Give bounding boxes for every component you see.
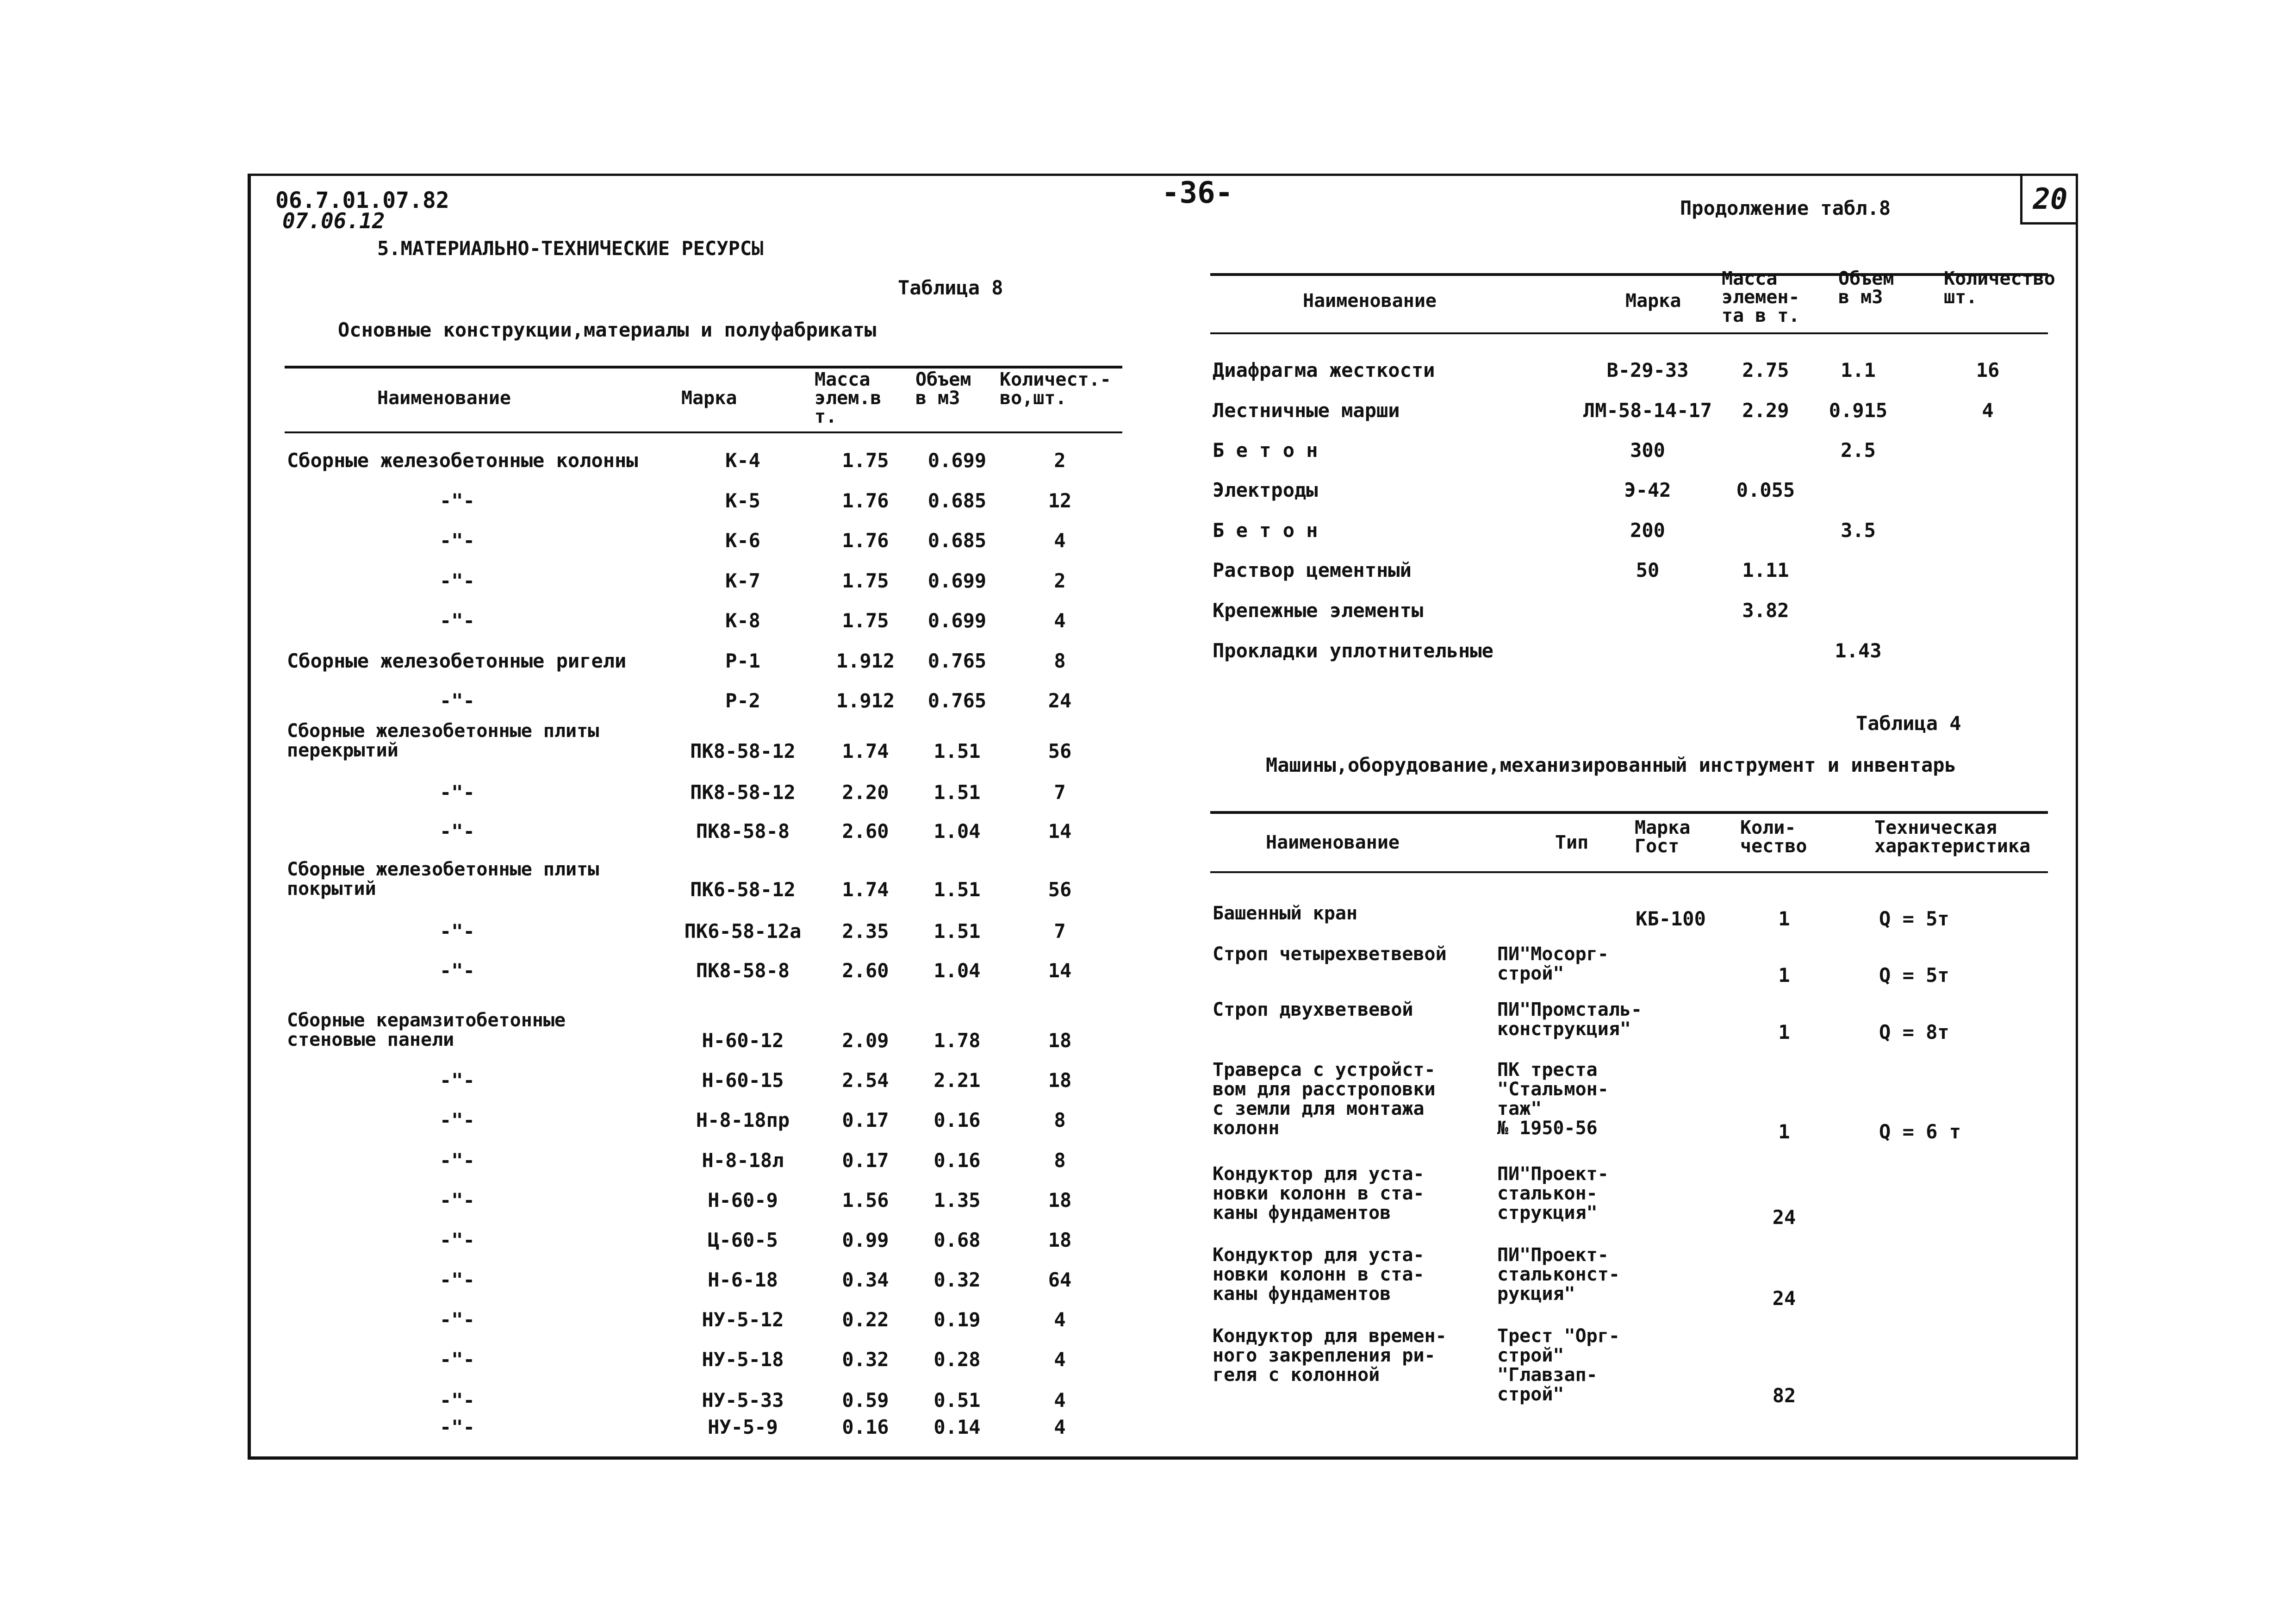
table8-row-volume: 0.685 (927, 529, 987, 552)
table8-row-volume: 1.78 (933, 1029, 981, 1052)
table8-row-qty: 2 (1054, 569, 1066, 592)
table8c-row-name: Раствор цементный (1213, 559, 1412, 581)
table8c-row-volume: 2.5 (1841, 439, 1876, 462)
table8-row-qty: 18 (1048, 1029, 1072, 1052)
table8c-row-qty: 16 (1976, 359, 2000, 381)
table4-header-qty: Коли- чество (1740, 817, 1807, 857)
table8-row-mark: К-6 (725, 529, 760, 552)
table4-row-name: Строп четырехветвевой (1213, 943, 1447, 965)
table8c-row-name: Прокладки уплотнительные (1213, 639, 1493, 662)
table8-row-mass: 1.74 (842, 740, 889, 762)
table8c-row-volume: 1.43 (1835, 639, 1882, 662)
table8c-row-volume: 3.5 (1841, 519, 1876, 542)
table8-row-name: Сборные железобетонные ригели (287, 650, 627, 672)
table4-row-name: Траверса с устройст- вом для расстроповки с земли для монтажа колонн (1213, 1059, 1436, 1139)
table8-row-volume: 0.16 (933, 1149, 981, 1172)
table8-row-mass: 2.60 (842, 959, 889, 982)
table8c-row-mark: В-29-33 (1606, 359, 1689, 381)
table8-row-name: -"- (440, 689, 475, 712)
table8-row-qty: 18 (1048, 1189, 1072, 1212)
table4-row-qty: 24 (1772, 1206, 1796, 1229)
table8c-row-name: Лестничные марши (1213, 399, 1400, 422)
table8-row-mass: 1.76 (842, 489, 889, 512)
table8-row-mass: 2.60 (842, 820, 889, 843)
table8-row-mass: 0.34 (842, 1268, 889, 1291)
table8-top-rule (285, 366, 1122, 369)
table4-row-type: Трест "Орг- строй" "Главзап- строй" (1497, 1325, 1620, 1405)
table8-row-name: Сборные керамзитобетонные стеновые панели (287, 1010, 566, 1050)
table8-header-volume: Объем в м3 (915, 369, 971, 409)
table8-row-volume: 0.765 (927, 650, 987, 672)
table8-row-volume: 1.51 (933, 781, 981, 804)
table8-row-name: -"- (440, 489, 475, 512)
table8-row-mass: 0.17 (842, 1149, 889, 1172)
table4-header-mark: Марка Гост (1635, 817, 1691, 857)
table8c-row-mark: ЛМ-58-14-17 (1583, 399, 1712, 422)
table4-row-qty: 1 (1778, 907, 1790, 930)
table8-row-name: -"- (440, 1109, 475, 1131)
table8-row-name: Сборные железобетонные колонны (287, 449, 638, 472)
table4-row-type: ПИ"Мосорг- строй" (1497, 943, 1609, 984)
table8-row-mark: НУ-5-12 (702, 1308, 784, 1331)
table8-row-qty: 8 (1054, 1149, 1066, 1172)
table8-header-mark: Марка (681, 387, 737, 409)
sheet-number: 20 (2020, 176, 2078, 225)
table8-row-name: -"- (440, 1069, 475, 1092)
table8c-row-name: Б е т о н (1213, 519, 1318, 542)
table4-row-qty: 24 (1772, 1287, 1796, 1310)
table8c-row-name: Б е т о н (1213, 439, 1318, 462)
table4-row-name: Строп двухветвевой (1213, 999, 1413, 1020)
table8-row-volume: 1.04 (933, 820, 981, 843)
table8-row-mark: ПК6-58-12 (690, 878, 796, 901)
table8-row-mark: Н-60-12 (702, 1029, 784, 1052)
table8c-header-qty: Количество шт. (1944, 268, 2055, 308)
document-code: 06.7.01.07.82 (275, 187, 449, 213)
table8-row-name: Сборные железобетонные плиты покрытий (287, 859, 599, 899)
table8-header-name: Наименование (377, 387, 511, 409)
table4-row-mark: КБ-100 (1636, 907, 1706, 930)
table8-row-qty: 4 (1054, 609, 1066, 632)
table8-row-mass: 0.16 (842, 1416, 889, 1438)
table8-row-mark: ПК8-58-8 (696, 959, 790, 982)
table8-row-name: -"- (440, 1149, 475, 1172)
table8-row-mark: Н-60-15 (702, 1069, 784, 1092)
table8-row-volume: 0.685 (927, 489, 987, 512)
table4-row-name: Кондуктор для уста- новки колонн в ста- каны фундаментов (1213, 1163, 1425, 1224)
table8c-row-mark: 300 (1630, 439, 1665, 462)
table4-row-type: ПИ"Проект- стальконст- рукция" (1497, 1244, 1620, 1305)
table8-row-mark: ПК6-58-12а (684, 920, 802, 943)
table8-row-mass: 0.59 (842, 1389, 889, 1412)
table8-row-qty: 4 (1054, 1308, 1066, 1331)
table8-row-volume: 1.51 (933, 740, 981, 762)
table8-row-name: -"- (440, 781, 475, 804)
table4-header-type: Тип (1555, 832, 1589, 853)
table8-row-name: -"- (440, 1416, 475, 1438)
table8-row-volume: 0.28 (933, 1348, 981, 1371)
table8-row-volume: 0.765 (927, 689, 987, 712)
table8-row-qty: 56 (1048, 740, 1072, 762)
table8-row-volume: 1.04 (933, 959, 981, 982)
table8-row-volume: 2.21 (933, 1069, 981, 1092)
table8-row-qty: 8 (1054, 1109, 1066, 1131)
table8-row-volume: 1.51 (933, 920, 981, 943)
table8-row-mass: 1.912 (836, 689, 895, 712)
table8-row-mark: НУ-5-18 (702, 1348, 784, 1371)
table4-row-spec: Q = 6 т (1879, 1120, 1961, 1143)
table8-row-mark: Н-8-18л (702, 1149, 784, 1172)
table8-subtitle: Основные конструкции,материалы и полуфабрикаты (338, 319, 877, 341)
table8-row-volume: 1.35 (933, 1189, 981, 1212)
table8-row-volume: 0.16 (933, 1109, 981, 1131)
table8c-top-rule (1210, 273, 2048, 276)
table4-row-name: Башенный кран (1213, 903, 1358, 924)
table8c-row-volume: 0.915 (1829, 399, 1888, 422)
table8-row-mass: 1.75 (842, 449, 889, 472)
table8-row-volume: 0.51 (933, 1389, 981, 1412)
table8c-row-mass: 1.11 (1742, 559, 1789, 581)
table8-row-mass: 0.32 (842, 1348, 889, 1371)
table8-row-mass: 2.09 (842, 1029, 889, 1052)
table8-row-mass: 2.54 (842, 1069, 889, 1092)
table8-row-qty: 14 (1048, 820, 1072, 843)
table8-row-volume: 0.699 (927, 569, 987, 592)
table8-row-mass: 1.75 (842, 609, 889, 632)
table8-row-name: -"- (440, 820, 475, 843)
table4-row-name: Кондуктор для времен- ного закрепления ри- геля с колонной (1213, 1325, 1447, 1386)
table8c-row-mass: 0.055 (1736, 479, 1795, 501)
table8c-row-name: Электроды (1213, 479, 1318, 501)
table8c-row-volume: 1.1 (1841, 359, 1876, 381)
table4-row-spec: Q = 8т (1879, 1021, 1949, 1043)
table8-row-mark: Р-1 (725, 650, 760, 672)
table8-row-qty: 8 (1054, 650, 1066, 672)
table8-row-qty: 56 (1048, 878, 1072, 901)
table8-row-mark: ПК8-58-8 (696, 820, 790, 843)
table8-row-name: -"- (440, 1308, 475, 1331)
table8-row-mass: 2.20 (842, 781, 889, 804)
table8-row-volume: 0.699 (927, 449, 987, 472)
table8-row-mark: Р-2 (725, 689, 760, 712)
table4-row-name: Кондуктор для уста- новки колонн в ста- каны фундаментов (1213, 1244, 1425, 1305)
table8-row-mass: 1.75 (842, 569, 889, 592)
table8-row-mark: ПК8-58-12 (690, 781, 796, 804)
table4-row-type: ПК треста "Стальмон- таж" № 1950-56 (1497, 1059, 1609, 1139)
table8-row-name: Сборные железобетонные плиты перекрытий (287, 720, 599, 761)
table8-row-qty: 18 (1048, 1069, 1072, 1092)
table8c-row-mass: 2.75 (1742, 359, 1789, 381)
table8c-row-mass: 3.82 (1742, 599, 1789, 622)
table8c-row-mark: 50 (1636, 559, 1660, 581)
table8-row-name: -"- (440, 529, 475, 552)
table8-row-mark: Н-60-9 (708, 1189, 778, 1212)
table8-row-name: -"- (440, 959, 475, 982)
table8-row-mass: 0.99 (842, 1229, 889, 1251)
table4-row-type: ПИ"Проект- сталькон- струкция" (1497, 1163, 1609, 1224)
table8-row-mark: Ц-60-5 (708, 1229, 778, 1251)
table8c-header-volume: Объем в м3 (1838, 268, 1894, 308)
table4-row-spec: Q = 5т (1879, 907, 1949, 930)
table8-row-name: -"- (440, 1348, 475, 1371)
table4-header-rule (1210, 871, 2048, 873)
table8-row-mass: 0.17 (842, 1109, 889, 1131)
table8-row-volume: 0.14 (933, 1416, 981, 1438)
table8-row-mark: К-8 (725, 609, 760, 632)
table8c-row-mass: 2.29 (1742, 399, 1789, 422)
table4-header-name: Наименование (1266, 832, 1400, 853)
table8-row-volume: 0.32 (933, 1268, 981, 1291)
table8-row-mass: 0.22 (842, 1308, 889, 1331)
table8-row-mark: НУ-5-9 (708, 1416, 778, 1438)
table8-header-qty: Количест.- во,шт. (1000, 369, 1111, 409)
table8-row-mark: Н-6-18 (708, 1268, 778, 1291)
table4-row-spec: Q = 5т (1879, 964, 1949, 987)
table8-row-name: -"- (440, 1389, 475, 1412)
table4-subtitle: Машины,оборудование,механизированный инструмент и инвентарь (1266, 754, 1956, 776)
table8-row-mass: 1.76 (842, 529, 889, 552)
table8-row-mark: К-5 (725, 489, 760, 512)
table8-row-mass: 1.56 (842, 1189, 889, 1212)
table8c-header-mass: Масса элемен- та в т. (1722, 268, 1800, 326)
table8c-row-mark: 200 (1630, 519, 1665, 542)
table4-title: Таблица 4 (1856, 712, 1961, 735)
table8-row-qty: 18 (1048, 1229, 1072, 1251)
table8c-header-mark: Марка (1625, 290, 1681, 312)
table8-row-mass: 2.35 (842, 920, 889, 943)
table4-row-type: ПИ"Промсталь- конструкция" (1497, 999, 1643, 1040)
table8c-row-qty: 4 (1982, 399, 1994, 422)
table8-row-mark: Н-8-18пр (696, 1109, 790, 1131)
table8-row-volume: 1.51 (933, 878, 981, 901)
page-number: -36- (1162, 176, 1233, 210)
table8-row-name: -"- (440, 1268, 475, 1291)
table8-row-mark: ПК8-58-12 (690, 740, 796, 762)
table8-row-mass: 1.912 (836, 650, 895, 672)
table4-row-qty: 1 (1778, 1021, 1790, 1043)
table4-row-qty: 1 (1778, 964, 1790, 987)
table8-row-qty: 4 (1054, 529, 1066, 552)
table8-row-qty: 4 (1054, 1416, 1066, 1438)
table8-row-volume: 0.19 (933, 1308, 981, 1331)
document-code-handwritten: 07.06.12 (282, 208, 385, 233)
table8-row-name: -"- (440, 569, 475, 592)
table8-row-qty: 14 (1048, 959, 1072, 982)
table8-header-mass: Масса элем.в т. (815, 369, 882, 427)
table4-header-spec: Техническая характеристика (1874, 817, 2031, 857)
table8c-row-name: Диафрагма жесткости (1213, 359, 1435, 381)
table8-row-qty: 7 (1054, 781, 1066, 804)
table8-row-qty: 12 (1048, 489, 1072, 512)
table8-title: Таблица 8 (898, 276, 1003, 299)
table8c-header-name: Наименование (1303, 290, 1437, 312)
table4-row-qty: 82 (1772, 1384, 1796, 1407)
table8-row-mark: НУ-5-33 (702, 1389, 784, 1412)
table8c-header-rule (1210, 332, 2048, 334)
table8-row-qty: 4 (1054, 1389, 1066, 1412)
continuation-label: Продолжение табл.8 (1680, 197, 1891, 219)
table4-top-rule (1210, 811, 2048, 814)
table8-row-qty: 64 (1048, 1268, 1072, 1291)
section-title: 5.МАТЕРИАЛЬНО-ТЕХНИЧЕСКИЕ РЕСУРСЫ (377, 237, 764, 260)
table8c-row-name: Крепежные элементы (1213, 599, 1424, 622)
table8-row-qty: 4 (1054, 1348, 1066, 1371)
table8-row-qty: 2 (1054, 449, 1066, 472)
table8-header-rule (285, 431, 1122, 433)
table8-row-qty: 24 (1048, 689, 1072, 712)
table4-row-qty: 1 (1778, 1120, 1790, 1143)
table8-row-name: -"- (440, 1189, 475, 1212)
table8-row-mark: К-7 (725, 569, 760, 592)
table8-row-mass: 1.74 (842, 878, 889, 901)
table8-row-name: -"- (440, 920, 475, 943)
table8c-row-mark: Э-42 (1624, 479, 1671, 501)
table8-row-volume: 0.68 (933, 1229, 981, 1251)
table8-row-volume: 0.699 (927, 609, 987, 632)
table8-row-name: -"- (440, 1229, 475, 1251)
table8-row-mark: К-4 (725, 449, 760, 472)
table8-row-name: -"- (440, 609, 475, 632)
table8-row-qty: 7 (1054, 920, 1066, 943)
